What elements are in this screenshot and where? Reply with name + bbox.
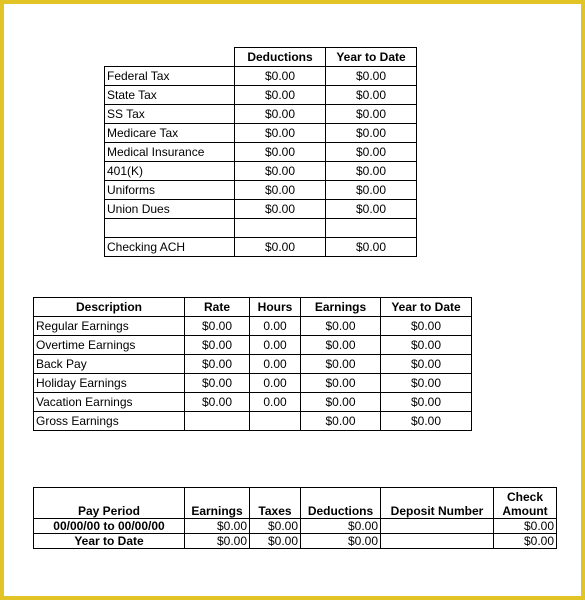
- earnings-hours: 0.00: [250, 393, 301, 412]
- paystub-row: [34, 534, 557, 549]
- deduction-amount: [235, 219, 326, 238]
- deduction-row: [105, 86, 417, 105]
- earnings-amount: $0.00: [301, 393, 381, 412]
- deduction-label: Medicare Tax: [105, 124, 235, 143]
- paystub-earnings-col-header: Earnings: [185, 488, 250, 519]
- taxes-col-header: Taxes: [250, 488, 301, 519]
- paystub-row: [34, 519, 557, 534]
- deduction-ytd: $0.00: [326, 181, 417, 200]
- paystub-taxes: $0.00: [250, 534, 301, 549]
- deductions-table: [104, 47, 417, 257]
- deductions-corner: [105, 48, 235, 67]
- deduction-ytd: $0.00: [326, 124, 417, 143]
- paystub-deductions: $0.00: [301, 534, 381, 549]
- earnings-ytd: $0.00: [381, 355, 472, 374]
- deduction-amount: $0.00: [235, 162, 326, 181]
- earnings-rate: $0.00: [185, 317, 250, 336]
- deduction-amount: $0.00: [235, 143, 326, 162]
- deduction-ytd: $0.00: [326, 105, 417, 124]
- deposit-number-col-header: Deposit Number: [381, 488, 494, 519]
- paystub-table: [33, 487, 557, 549]
- deduction-label: State Tax: [105, 86, 235, 105]
- rate-col-header: Rate: [185, 298, 250, 317]
- earnings-description: Overtime Earnings: [34, 336, 185, 355]
- earnings-row: [34, 412, 472, 431]
- deduction-ytd: $0.00: [326, 200, 417, 219]
- paystub-period: Year to Date: [34, 534, 185, 549]
- deduction-label: [105, 219, 235, 238]
- deduction-amount: $0.00: [235, 105, 326, 124]
- earnings-amount: $0.00: [301, 336, 381, 355]
- earnings-row: [34, 393, 472, 412]
- earnings-ytd: $0.00: [381, 336, 472, 355]
- earnings-body: [34, 317, 472, 431]
- paystub-earnings: $0.00: [185, 534, 250, 549]
- deduction-label: SS Tax: [105, 105, 235, 124]
- deduction-row: [105, 143, 417, 162]
- deduction-label: Medical Insurance: [105, 143, 235, 162]
- earnings-ytd: $0.00: [381, 393, 472, 412]
- earnings-row: [34, 374, 472, 393]
- earnings-row: [34, 317, 472, 336]
- earnings-rate: $0.00: [185, 355, 250, 374]
- earnings-amount: $0.00: [301, 374, 381, 393]
- paystub-period: 00/00/00 to 00/00/00: [34, 519, 185, 534]
- paystub-check-amount: $0.00: [494, 519, 557, 534]
- deduction-label: 401(K): [105, 162, 235, 181]
- earnings-description: Regular Earnings: [34, 317, 185, 336]
- earnings-hours: 0.00: [250, 374, 301, 393]
- paystub-deposit-number: [381, 519, 494, 534]
- earnings-hours: 0.00: [250, 336, 301, 355]
- earnings-ytd: $0.00: [381, 374, 472, 393]
- deduction-row: [105, 238, 417, 257]
- description-col-header: Description: [34, 298, 185, 317]
- earnings-col-header: Earnings: [301, 298, 381, 317]
- deduction-row: [105, 181, 417, 200]
- deduction-amount: $0.00: [235, 124, 326, 143]
- earnings-description: Holiday Earnings: [34, 374, 185, 393]
- paystub-header-row: [34, 488, 557, 519]
- earnings-description: Back Pay: [34, 355, 185, 374]
- earnings-amount: $0.00: [301, 355, 381, 374]
- deduction-amount: $0.00: [235, 238, 326, 257]
- deductions-col-header: Deductions: [235, 48, 326, 67]
- deduction-ytd: [326, 219, 417, 238]
- earnings-ytd: $0.00: [381, 412, 472, 431]
- deduction-row: [105, 200, 417, 219]
- deduction-label: Checking ACH: [105, 238, 235, 257]
- paystub-deductions: $0.00: [301, 519, 381, 534]
- deductions-header-row: [105, 48, 417, 67]
- earnings-hours: 0.00: [250, 317, 301, 336]
- ytd-col-header: Year to Date: [326, 48, 417, 67]
- deduction-row: [105, 162, 417, 181]
- hours-col-header: Hours: [250, 298, 301, 317]
- earnings-header-row: [34, 298, 472, 317]
- deduction-label: Uniforms: [105, 181, 235, 200]
- paystub-deductions-col-header: Deductions: [301, 488, 381, 519]
- earnings-ytd-col-header: Year to Date: [381, 298, 472, 317]
- paystub-check-amount: $0.00: [494, 534, 557, 549]
- deductions-body: [105, 67, 417, 257]
- earnings-amount: $0.00: [301, 317, 381, 336]
- deduction-ytd: $0.00: [326, 162, 417, 181]
- paystub-deposit-number: [381, 534, 494, 549]
- earnings-hours: [250, 412, 301, 431]
- deduction-amount: $0.00: [235, 181, 326, 200]
- earnings-table: [33, 297, 472, 431]
- pay-period-col-header: Pay Period: [34, 488, 185, 519]
- deduction-row: [105, 67, 417, 86]
- earnings-hours: 0.00: [250, 355, 301, 374]
- deduction-ytd: $0.00: [326, 67, 417, 86]
- earnings-amount: $0.00: [301, 412, 381, 431]
- deduction-ytd: $0.00: [326, 238, 417, 257]
- deduction-row: [105, 219, 417, 238]
- paystub-body: [34, 519, 557, 549]
- deduction-amount: $0.00: [235, 200, 326, 219]
- earnings-rate: $0.00: [185, 393, 250, 412]
- check-amount-col-header: Check Amount: [494, 488, 557, 519]
- earnings-rate: [185, 412, 250, 431]
- earnings-row: [34, 355, 472, 374]
- earnings-description: Vacation Earnings: [34, 393, 185, 412]
- deduction-amount: $0.00: [235, 86, 326, 105]
- earnings-row: [34, 336, 472, 355]
- deduction-amount: $0.00: [235, 67, 326, 86]
- deduction-row: [105, 124, 417, 143]
- earnings-rate: $0.00: [185, 336, 250, 355]
- deduction-ytd: $0.00: [326, 86, 417, 105]
- paystub-earnings: $0.00: [185, 519, 250, 534]
- deduction-row: [105, 105, 417, 124]
- paystub-taxes: $0.00: [250, 519, 301, 534]
- deduction-label: Federal Tax: [105, 67, 235, 86]
- earnings-rate: $0.00: [185, 374, 250, 393]
- earnings-description: Gross Earnings: [34, 412, 185, 431]
- deduction-ytd: $0.00: [326, 143, 417, 162]
- earnings-ytd: $0.00: [381, 317, 472, 336]
- deduction-label: Union Dues: [105, 200, 235, 219]
